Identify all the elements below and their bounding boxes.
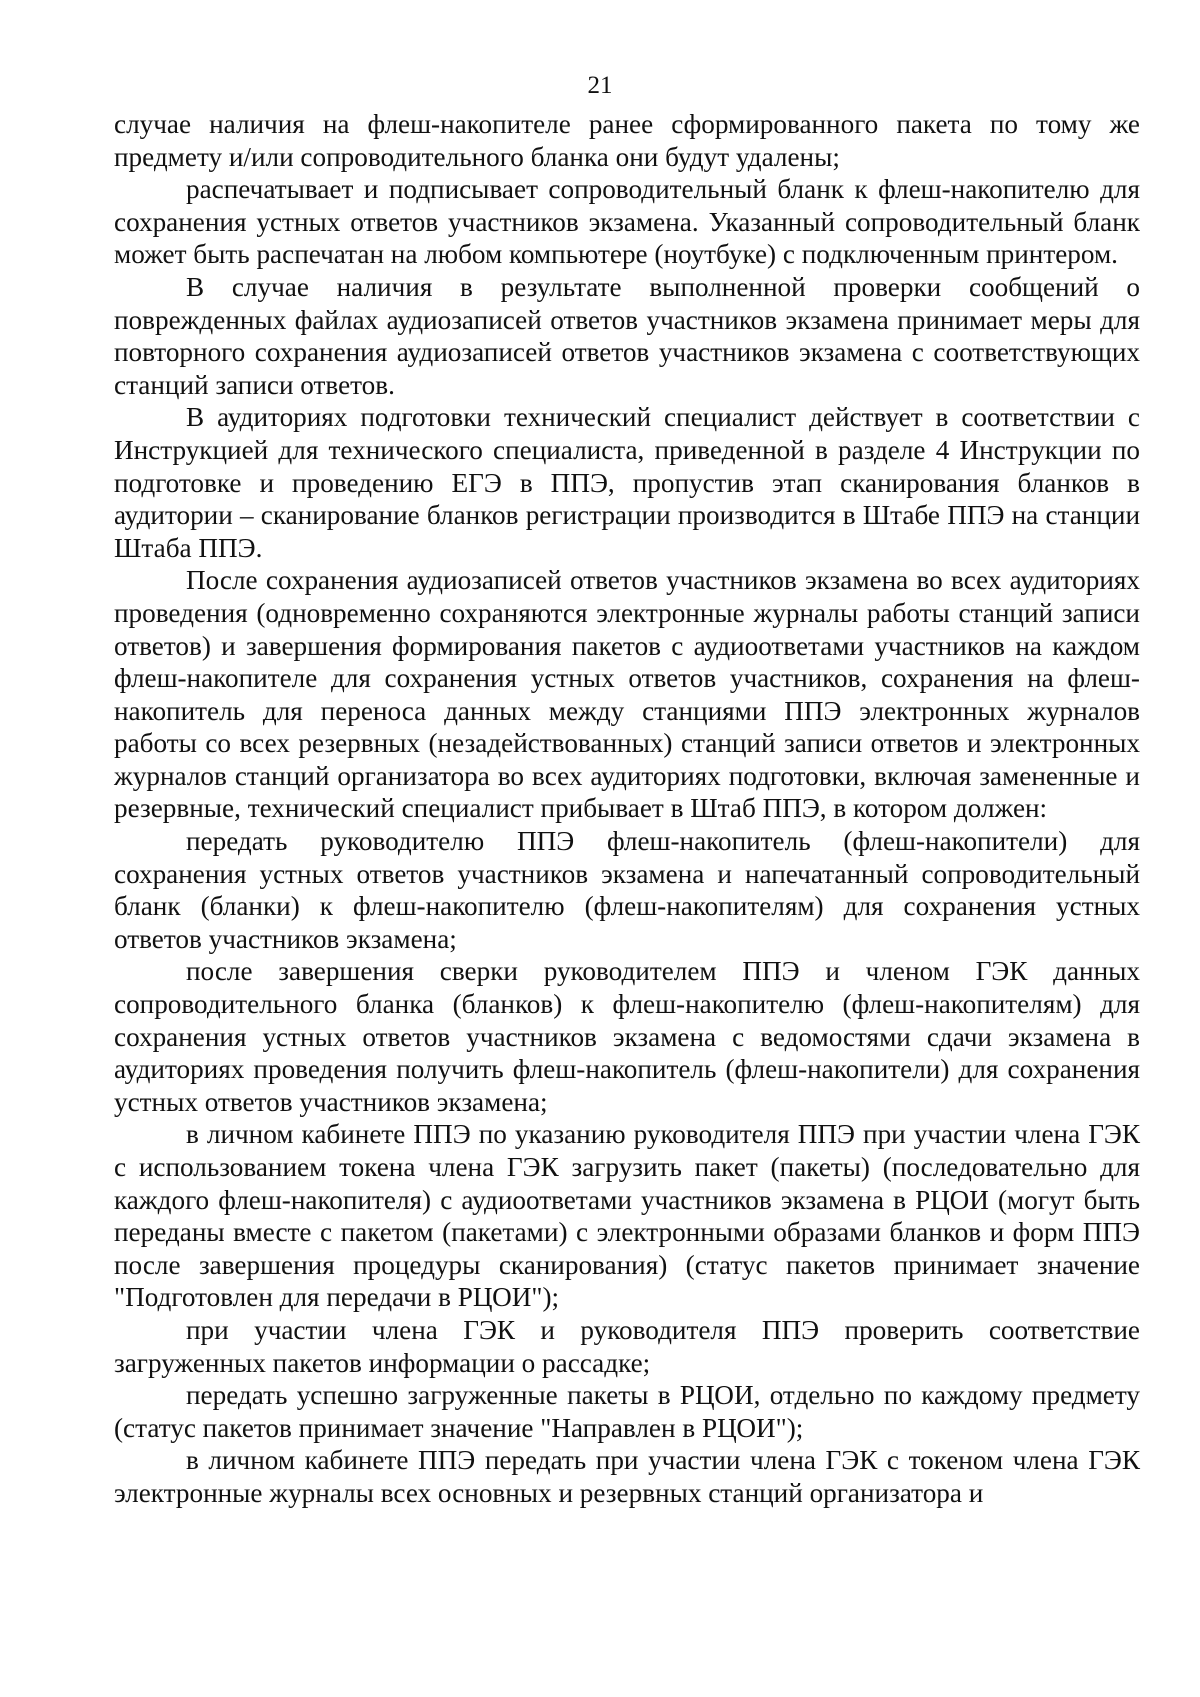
paragraph: В случае наличия в результате выполненной проверки сообщений о поврежденных файлах аудиозаписей ответов участников экзамена принимает меры для повторного сохранения аудиозаписей ответов участников экзамена с соответствующих станций записи ответов. [114,271,1140,400]
paragraph: После сохранения аудиозаписей ответов участников экзамена во всех аудиториях проведения (одновременно сохраняются электронные журналы работы станций записи ответов) и завершения формирования пакетов с аудиоответами участников на каждом флеш-накопителе для сохранения устных ответов участников, сохранения на флеш-накопитель для переноса данных между станциями ППЭ электронных журналов работы со всех резервных (незадействованных) станций записи ответов и электронных журналов станций организатора во всех аудиториях подготовки, включая замененные и резервные, технический специалист прибывает в Штаб ППЭ, в котором должен: [114,565,1140,824]
paragraph: после завершения сверки руководителем ППЭ и членом ГЭК данных сопроводительного бланка (бланков) к флеш-накопителю (флеш-накопителям) для сохранения устных ответов участников экзамена с ведомостями сдачи экзамена в аудиториях проведения получить флеш-накопитель (флеш-накопители) для сохранения устных ответов участников экзамена; [114,956,1140,1117]
paragraph: в личном кабинете ППЭ передать при участии члена ГЭК с токеном члена ГЭК электронные журналы всех основных и резервных станций организатора и [114,1445,1140,1508]
paragraph: случае наличия на флеш-накопителе ранее сформированного пакета по тому же предмету и/или сопроводительного бланка они будут удалены; [114,109,1140,172]
paragraph: распечатывает и подписывает сопроводительный бланк к флеш-накопителю для сохранения устных ответов участников экзамена. Указанный сопроводительный бланк может быть распечатан на любом компьютере (ноутбуке) с подключенным принтером. [114,174,1140,270]
paragraph: передать руководителю ППЭ флеш-накопитель (флеш-накопители) для сохранения устных ответов участников экзамена и напечатанный сопроводительный бланк (бланки) к флеш-накопителю (флеш-накопителям) для сохранения устных ответов участников экзамена; [114,826,1140,954]
paragraph: в личном кабинете ППЭ по указанию руководителя ППЭ при участии члена ГЭК с использованием токена члена ГЭК загрузить пакет (пакеты) (последовательно для каждого флеш-накопителя) с аудиоответами участников экзамена в РЦОИ (могут быть переданы вместе с пакетом (пакетами) с электронными образами бланков и форм ППЭ после завершения процедуры сканирования) (статус пакетов принимает значение "Подготовлен для передачи в РЦОИ"); [114,1119,1140,1313]
document-body [114,108,1140,1510]
paragraph: передать успешно загруженные пакеты в РЦОИ, отдельно по каждому предмету (статус пакетов принимает значение "Направлен в РЦОИ"); [114,1380,1140,1443]
paragraph: при участии члена ГЭК и руководителя ППЭ проверить соответствие загруженных пакетов информации о рассадке; [114,1314,1140,1378]
paragraph: В аудиториях подготовки технический специалист действует в соответствии с Инструкцией для технического специалиста, приведенной в разделе 4 Инструкции по подготовке и проведению ЕГЭ в ППЭ, пропустив этап сканирования бланков в аудитории – сканирование бланков регистрации производится в Штабе ППЭ на станции Штаба ППЭ. [114,402,1140,563]
page-number: 21 [587,72,613,99]
